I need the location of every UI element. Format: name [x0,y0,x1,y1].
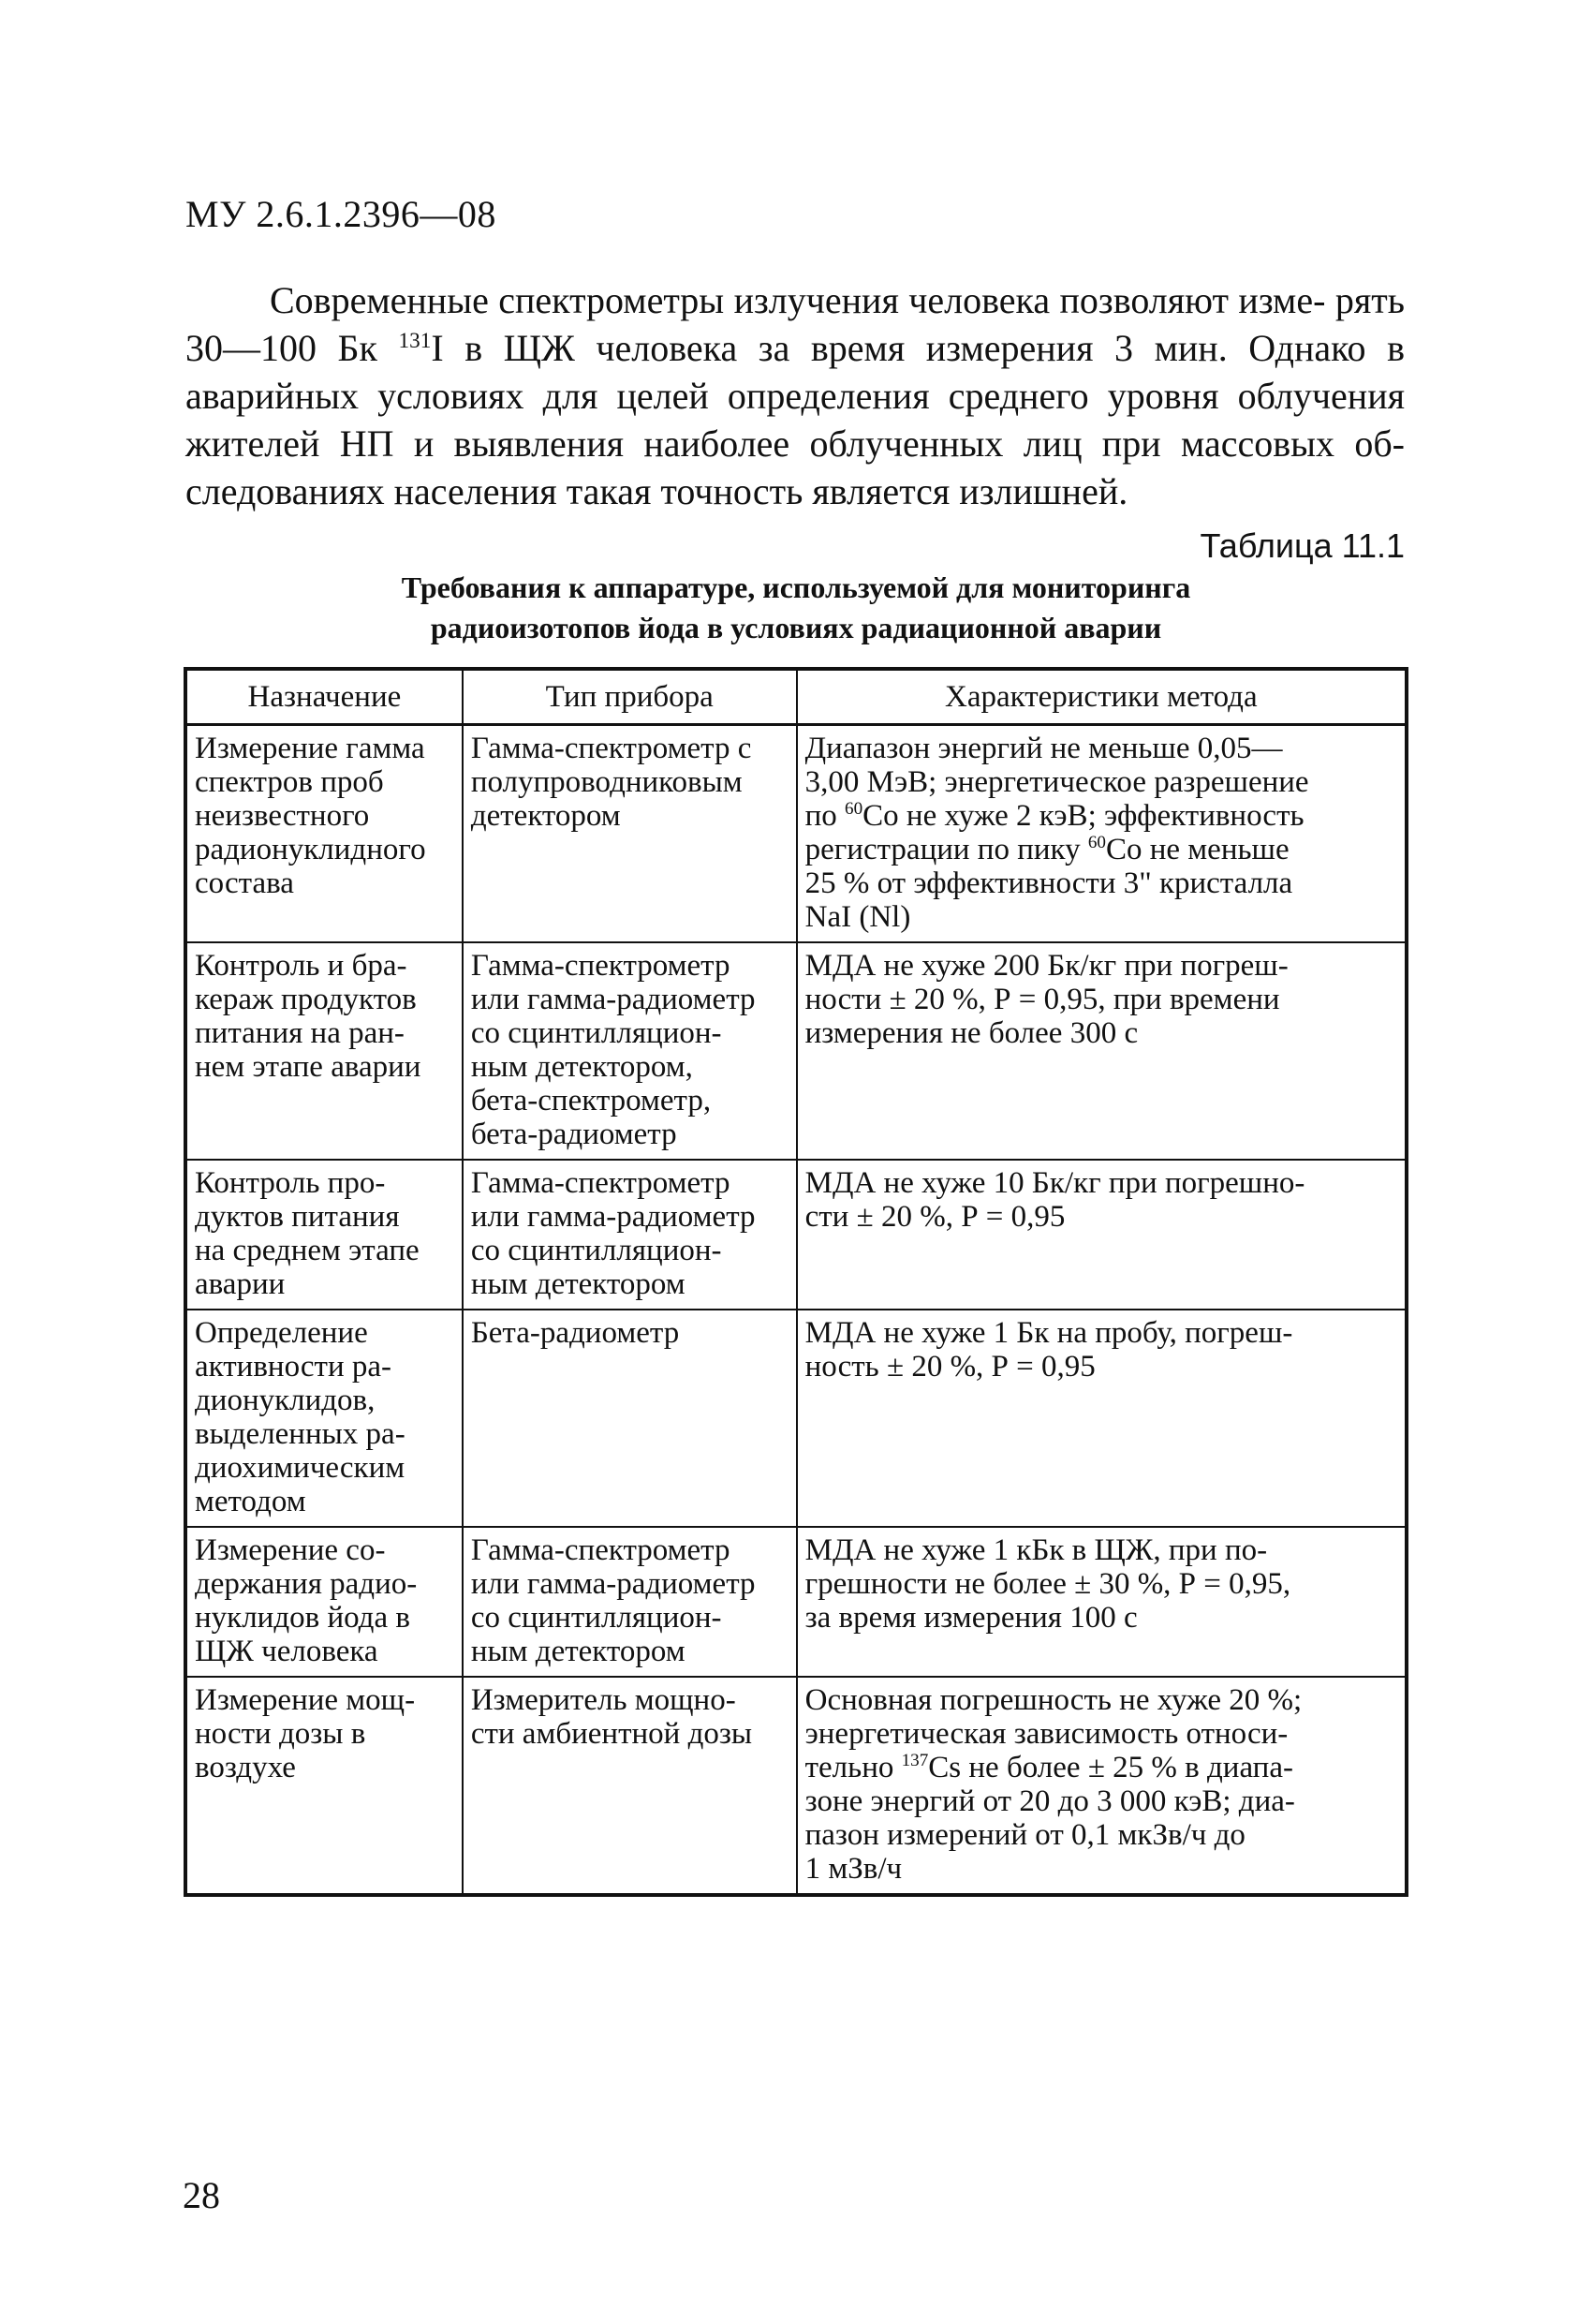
intro-line: аварийных условиях для целей определения среднего уровня облучения [185,375,1405,417]
cell-purpose [185,1527,463,1677]
isotope-superscript: 60 [845,799,863,820]
cell-device [463,725,797,943]
cell-line: Контроль и бра- [195,949,407,983]
column-header-device: Тип прибора [463,669,797,725]
cell-line: со сцинтилляцион- [470,1601,722,1635]
intro-line: I в ЩЖ человека за время измерения 3 мин. Однако в [431,327,1405,369]
cell-line: регистрации по пику $^{60}$Со не меньше [804,833,1290,866]
cell-line: дуктов питания [195,1200,400,1234]
cell-device [463,1310,797,1527]
cell-line: бета-радиометр [470,1118,677,1151]
cell-line: ным детектором, [470,1050,693,1084]
cell-line: грешности не более ± 30 %, Р = 0,95, [804,1567,1291,1601]
cell-line: по $^{60}$Со не хуже 2 кэВ; эффективность [804,799,1305,833]
cell-line: Гамма-спектрометр с [470,732,752,765]
cell-line: держания радио- [195,1567,418,1601]
cell-purpose [185,1160,463,1310]
cell-line: питания на ран- [195,1016,405,1050]
column-header-characteristics: Характеристики метода [797,669,1407,725]
cell-line: состава [195,866,294,900]
cell-characteristics [797,1527,1407,1677]
cell-line: со сцинтилляцион- [470,1016,722,1050]
cell-line: МДА не хуже 1 Бк на пробу, погреш- [804,1316,1293,1350]
document-code: МУ 2.6.1.2396—08 [185,193,496,235]
intro-line: жителей НП и выявления наиболее облученных лиц при массовых об- [185,422,1405,465]
table-row [185,1677,1407,1895]
cell-purpose [185,725,463,943]
cell-line: Бета-радиометр [470,1316,680,1350]
cell-device [463,1527,797,1677]
cell-line: Определение [195,1316,368,1350]
cell-device [463,942,797,1160]
cell-line: или гамма-радиометр [470,1567,756,1601]
page-number: 28 [183,2174,220,2216]
cell-line: МДА не хуже 200 Бк/кг при погреш- [804,949,1289,983]
cell-line: или гамма-радиометр [470,1200,756,1234]
cell-line: Гамма-спектрометр [470,949,730,983]
table-title-line: Требования к аппаратуре, используемой для мониторинга [401,570,1191,604]
intro-line: рять 30—100 Бк [185,279,1405,369]
cell-line: Гамма-спектрометр [470,1533,730,1567]
cell-line: полупроводниковым [470,765,743,799]
cell-line: МДА не хуже 10 Бк/кг при погрешно- [804,1166,1305,1200]
cell-line: детектором [470,799,621,833]
table-row [185,1160,1407,1310]
cell-line: пазон измерений от 0,1 мкЗв/ч до [804,1818,1246,1852]
cell-line: воздухе [195,1751,296,1784]
isotope-superscript: 137 [901,1751,929,1771]
cell-line: 25 % от эффективности 3" кристалла [804,866,1293,900]
cell-line: нуклидов йода в [195,1601,410,1635]
cell-line: спектров проб [195,765,384,799]
requirements-table [184,667,1408,1897]
cell-line: Основная погрешность не хуже 20 %; [804,1683,1303,1717]
cell-line: 3,00 МэВ; энергетическое разрешение [804,765,1309,799]
table-row [185,725,1407,943]
cell-device [463,1677,797,1895]
intro-line: Современные спектрометры излучения человека позволяют изме- [270,279,1326,321]
cell-line: сти амбиентной дозы [470,1717,753,1751]
cell-line: Измерение со- [195,1533,386,1567]
cell-line: ЩЖ человека [195,1635,378,1668]
table-row [185,1310,1407,1527]
cell-characteristics [797,1310,1407,1527]
cell-characteristics [797,725,1407,943]
table-title [281,568,1311,648]
column-header-purpose: Назначение [185,669,463,725]
table-title-line: радиоизотопов йода в условиях радиационной аварии [430,611,1162,644]
cell-line: неизвестного [195,799,370,833]
cell-line: ности ± 20 %, Р = 0,95, при времени [804,983,1280,1016]
isotope-superscript: 131 [398,328,432,353]
table-row [185,1527,1407,1677]
cell-line: на среднем этапе [195,1234,420,1267]
cell-purpose [185,1310,463,1527]
cell-line: за время измерения 100 с [804,1601,1138,1635]
cell-line: или гамма-радиометр [470,983,756,1016]
cell-line: 1 мЗв/ч [804,1852,903,1886]
cell-line: ным детектором [470,1635,685,1668]
table-header-row [185,669,1407,725]
cell-line: зоне энергий от 20 до 3 000 кэВ; диа- [804,1784,1295,1818]
cell-line: NaI (Nl) [804,900,911,934]
cell-characteristics [797,1677,1407,1895]
isotope-superscript: 60 [1087,833,1106,853]
cell-characteristics [797,942,1407,1160]
cell-line: сти ± 20 %, Р = 0,95 [804,1200,1066,1234]
cell-line: ным детектором [470,1267,685,1301]
cell-line: Диапазон энергий не меньше 0,05— [804,732,1283,765]
cell-line: кераж продуктов [195,983,417,1016]
cell-line: аварии [195,1267,286,1301]
cell-characteristics [797,1160,1407,1310]
cell-line: Контроль про- [195,1166,386,1200]
cell-line: активности ра- [195,1350,392,1384]
cell-line: дионуклидов, [195,1384,376,1417]
cell-purpose [185,942,463,1160]
intro-paragraph [185,276,1405,515]
cell-line: со сцинтилляцион- [470,1234,722,1267]
cell-line: тельно $^{137}$Cs не более ± 25 % в диапа- [804,1751,1293,1784]
cell-line: Измерение мощ- [195,1683,416,1717]
cell-line: ность ± 20 %, Р = 0,95 [804,1350,1096,1384]
cell-line: Измеритель мощно- [470,1683,736,1717]
cell-device [463,1160,797,1310]
cell-line: энергетическая зависимость относи- [804,1717,1289,1751]
cell-line: Гамма-спектрометр [470,1166,730,1200]
cell-line: радионуклидного [195,833,426,866]
cell-line: выделенных ра- [195,1417,405,1451]
table-row [185,942,1407,1160]
cell-line: диохимическим [195,1451,405,1485]
cell-line: Измерение гамма [195,732,425,765]
table-label: Таблица 11.1 [1200,526,1405,565]
cell-purpose [185,1677,463,1895]
cell-line: бета-спектрометр, [470,1084,712,1118]
cell-line: МДА не хуже 1 кБк в ЩЖ, при по- [804,1533,1268,1567]
intro-line: следованиях населения такая точность является излишней. [185,470,1128,512]
cell-line: нем этапе аварии [195,1050,421,1084]
cell-line: ности дозы в [195,1717,366,1751]
cell-line: методом [195,1485,306,1518]
cell-line: измерения не более 300 с [804,1016,1139,1050]
